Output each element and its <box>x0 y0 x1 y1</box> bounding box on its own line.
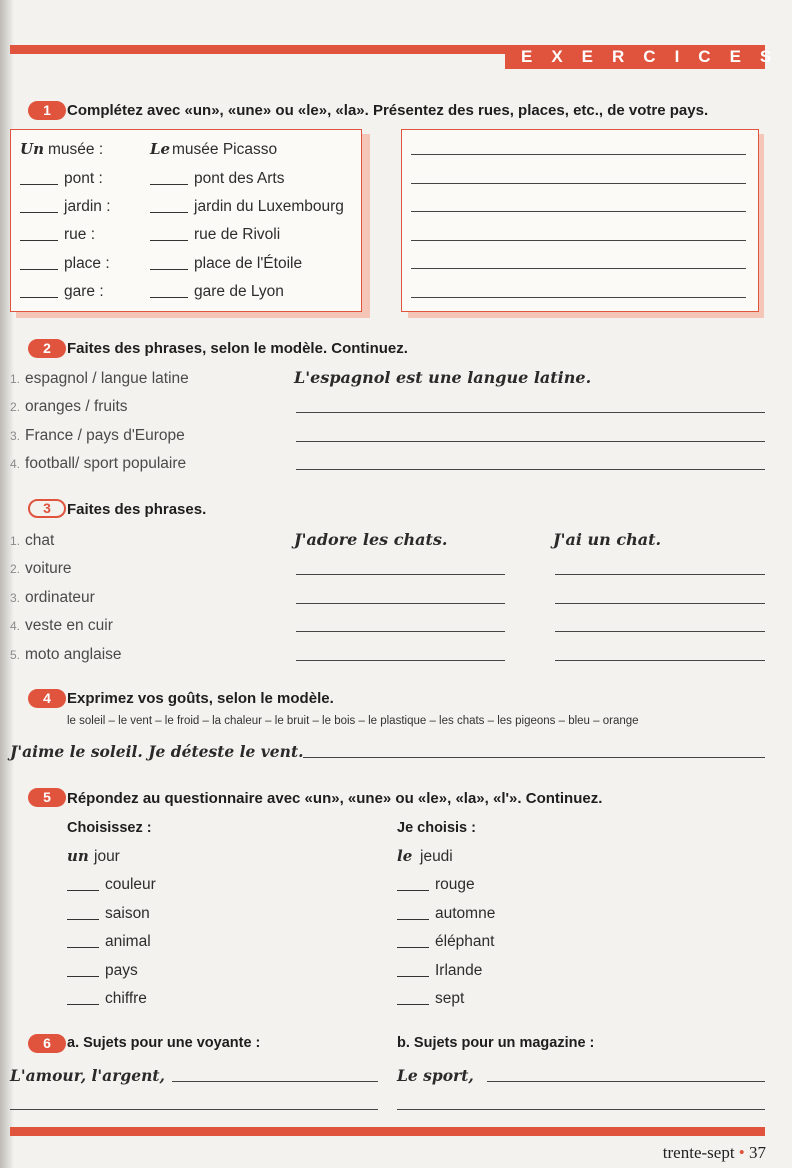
ex1-noun: place : <box>64 255 110 272</box>
ex5-blank[interactable] <box>67 947 99 948</box>
ex5-blank[interactable] <box>67 976 99 977</box>
ex3-example-answer-1: J'adore les chats. <box>294 530 448 549</box>
ex6-a-answer-line[interactable] <box>172 1081 378 1082</box>
ex1-article-blank[interactable] <box>20 212 58 213</box>
ex1-place: rue de Rivoli <box>194 226 281 243</box>
ex5-blank[interactable] <box>67 890 99 891</box>
ex5-right-title: Je choisis : <box>397 820 476 836</box>
ex5-left-word: animal <box>105 933 151 950</box>
exercise-1-right-box <box>401 129 759 312</box>
ex2-example-answer: L'espagnol est une langue latine. <box>294 368 592 387</box>
exercise-5-badge: 5 <box>28 788 66 807</box>
exercise-6-badge: 6 <box>28 1034 66 1053</box>
exercise-2-instruction: Faites des phrases, selon le modèle. Continuez. <box>67 340 408 357</box>
ex3-answer-line[interactable] <box>296 660 505 661</box>
ex5-right-word: rouge <box>435 876 475 893</box>
ex6-a-example: L'amour, l'argent, <box>10 1066 165 1085</box>
exercise-3-instruction: Faites des phrases. <box>67 501 207 518</box>
ex6-a-answer-line[interactable] <box>10 1109 378 1110</box>
ex2-prompt: espagnol / langue latine <box>25 370 189 387</box>
ex2-prompt: football/ sport populaire <box>25 455 187 472</box>
ex3-prompt: chat <box>25 532 55 549</box>
ex3-prompt: veste en cuir <box>25 617 113 634</box>
ex2-prompt: France / pays d'Europe <box>25 427 185 444</box>
ex1-definite-blank[interactable] <box>150 297 188 298</box>
ex1-article-blank[interactable] <box>20 184 58 185</box>
ex6-a-title: a. Sujets pour une voyante : <box>67 1035 261 1051</box>
page-number: 37 <box>749 1143 766 1162</box>
footer-separator: • <box>738 1143 745 1162</box>
ex5-right-word: éléphant <box>435 933 495 950</box>
ex5-left-word: couleur <box>105 876 156 893</box>
ex3-answer-line[interactable] <box>555 631 765 632</box>
ex5-blank[interactable] <box>397 890 429 891</box>
ex1-place: jardin du Luxembourg <box>194 198 344 215</box>
ex1-noun: gare : <box>64 283 104 300</box>
ex6-b-answer-line[interactable] <box>487 1081 765 1082</box>
ex5-blank[interactable] <box>67 1004 99 1005</box>
ex1-noun: pont : <box>64 170 103 187</box>
ex5-right-word: Irlande <box>435 962 483 979</box>
ex2-answer-line[interactable] <box>296 441 765 442</box>
footer-rule <box>10 1127 765 1136</box>
ex1-answer-line[interactable] <box>411 297 746 298</box>
ex3-answer-line[interactable] <box>555 574 765 575</box>
ex2-prompt: oranges / fruits <box>25 398 128 415</box>
ex5-blank[interactable] <box>397 976 429 977</box>
ex5-right-word: sept <box>435 990 465 1007</box>
ex1-answer-line[interactable] <box>411 211 746 212</box>
ex1-place: place de l'Étoile <box>194 255 303 272</box>
ex3-prompt: ordinateur <box>25 589 95 606</box>
ex5-blank[interactable] <box>397 919 429 920</box>
ex1-noun: rue : <box>64 226 96 243</box>
exercise-1-instruction: Complétez avec «un», «une» ou «le», «la». Présentez des rues, places, etc., de votre pays. <box>67 102 709 119</box>
ex5-left-article: un <box>67 847 89 865</box>
ex3-prompt: voiture <box>25 560 72 577</box>
exercise-5-instruction: Répondez au questionnaire avec «un», «une» ou «le», «la», «l'». Continuez. <box>67 790 603 807</box>
ex6-b-title: b. Sujets pour un magazine : <box>397 1035 595 1051</box>
ex6-b-answer-line[interactable] <box>397 1109 765 1110</box>
exercise-1-badge: 1 <box>28 101 66 120</box>
ex3-answer-line[interactable] <box>296 603 505 604</box>
ex1-place: gare de Lyon <box>194 283 284 300</box>
ex5-blank[interactable] <box>397 947 429 948</box>
exercise-4-badge: 4 <box>28 689 66 708</box>
ex1-article-blank[interactable] <box>20 297 58 298</box>
ex4-answer-line[interactable] <box>303 757 765 758</box>
ex5-right-article: le <box>397 847 413 865</box>
ex5-right-word: automne <box>435 905 496 922</box>
ex1-answer-line[interactable] <box>411 268 746 269</box>
ex1-noun: musée : <box>48 141 104 158</box>
ex1-answer-line[interactable] <box>411 183 746 184</box>
page-footer <box>663 1143 766 1163</box>
ex1-definite-blank[interactable] <box>150 269 188 270</box>
ex5-left-word: saison <box>105 905 150 922</box>
ex1-definite-blank[interactable] <box>150 212 188 213</box>
ex1-place: pont des Arts <box>194 170 285 187</box>
ex3-answer-line[interactable] <box>555 660 765 661</box>
ex3-answer-line[interactable] <box>555 603 765 604</box>
ex1-definite-blank[interactable] <box>150 184 188 185</box>
ex1-noun: jardin : <box>64 198 111 215</box>
page-word: trente-sept <box>662 1143 735 1162</box>
ex1-answer-line[interactable] <box>411 154 746 155</box>
ex1-definite: Le <box>150 140 171 158</box>
exercise-3-badge: 3 <box>28 499 66 518</box>
ex5-left-word: jour <box>94 848 120 865</box>
ex1-place: musée Picasso <box>172 141 278 158</box>
section-title: EXERCICES <box>505 45 765 69</box>
ex4-example: J'aime le soleil. Je déteste le vent. <box>10 742 304 761</box>
exercise-2-badge: 2 <box>28 339 66 358</box>
ex3-answer-line[interactable] <box>296 574 505 575</box>
ex1-article-blank[interactable] <box>20 240 58 241</box>
ex5-blank[interactable] <box>397 1004 429 1005</box>
exercise-4-instruction: Exprimez vos goûts, selon le modèle. <box>67 690 334 707</box>
ex2-answer-line[interactable] <box>296 412 765 413</box>
ex4-word-list: le soleil – le vent – le froid – la chaleur – le bruit – le bois – le plastique – les chats – les pigeons – bleu – orange <box>67 715 639 727</box>
ex2-answer-line[interactable] <box>296 469 765 470</box>
ex5-left-title: Choisissez : <box>67 820 152 836</box>
ex1-article-blank[interactable] <box>20 269 58 270</box>
ex1-article: Un <box>20 140 44 158</box>
ex3-prompt: moto anglaise <box>25 646 122 663</box>
ex5-left-word: chiffre <box>105 990 147 1007</box>
ex5-right-word: jeudi <box>420 848 453 865</box>
ex3-example-answer-2: J'ai un chat. <box>553 530 662 549</box>
ex1-answer-line[interactable] <box>411 240 746 241</box>
ex5-left-word: pays <box>105 962 138 979</box>
ex5-blank[interactable] <box>67 919 99 920</box>
ex1-definite-blank[interactable] <box>150 240 188 241</box>
ex6-b-example: Le sport, <box>397 1066 474 1085</box>
ex3-answer-line[interactable] <box>296 631 505 632</box>
